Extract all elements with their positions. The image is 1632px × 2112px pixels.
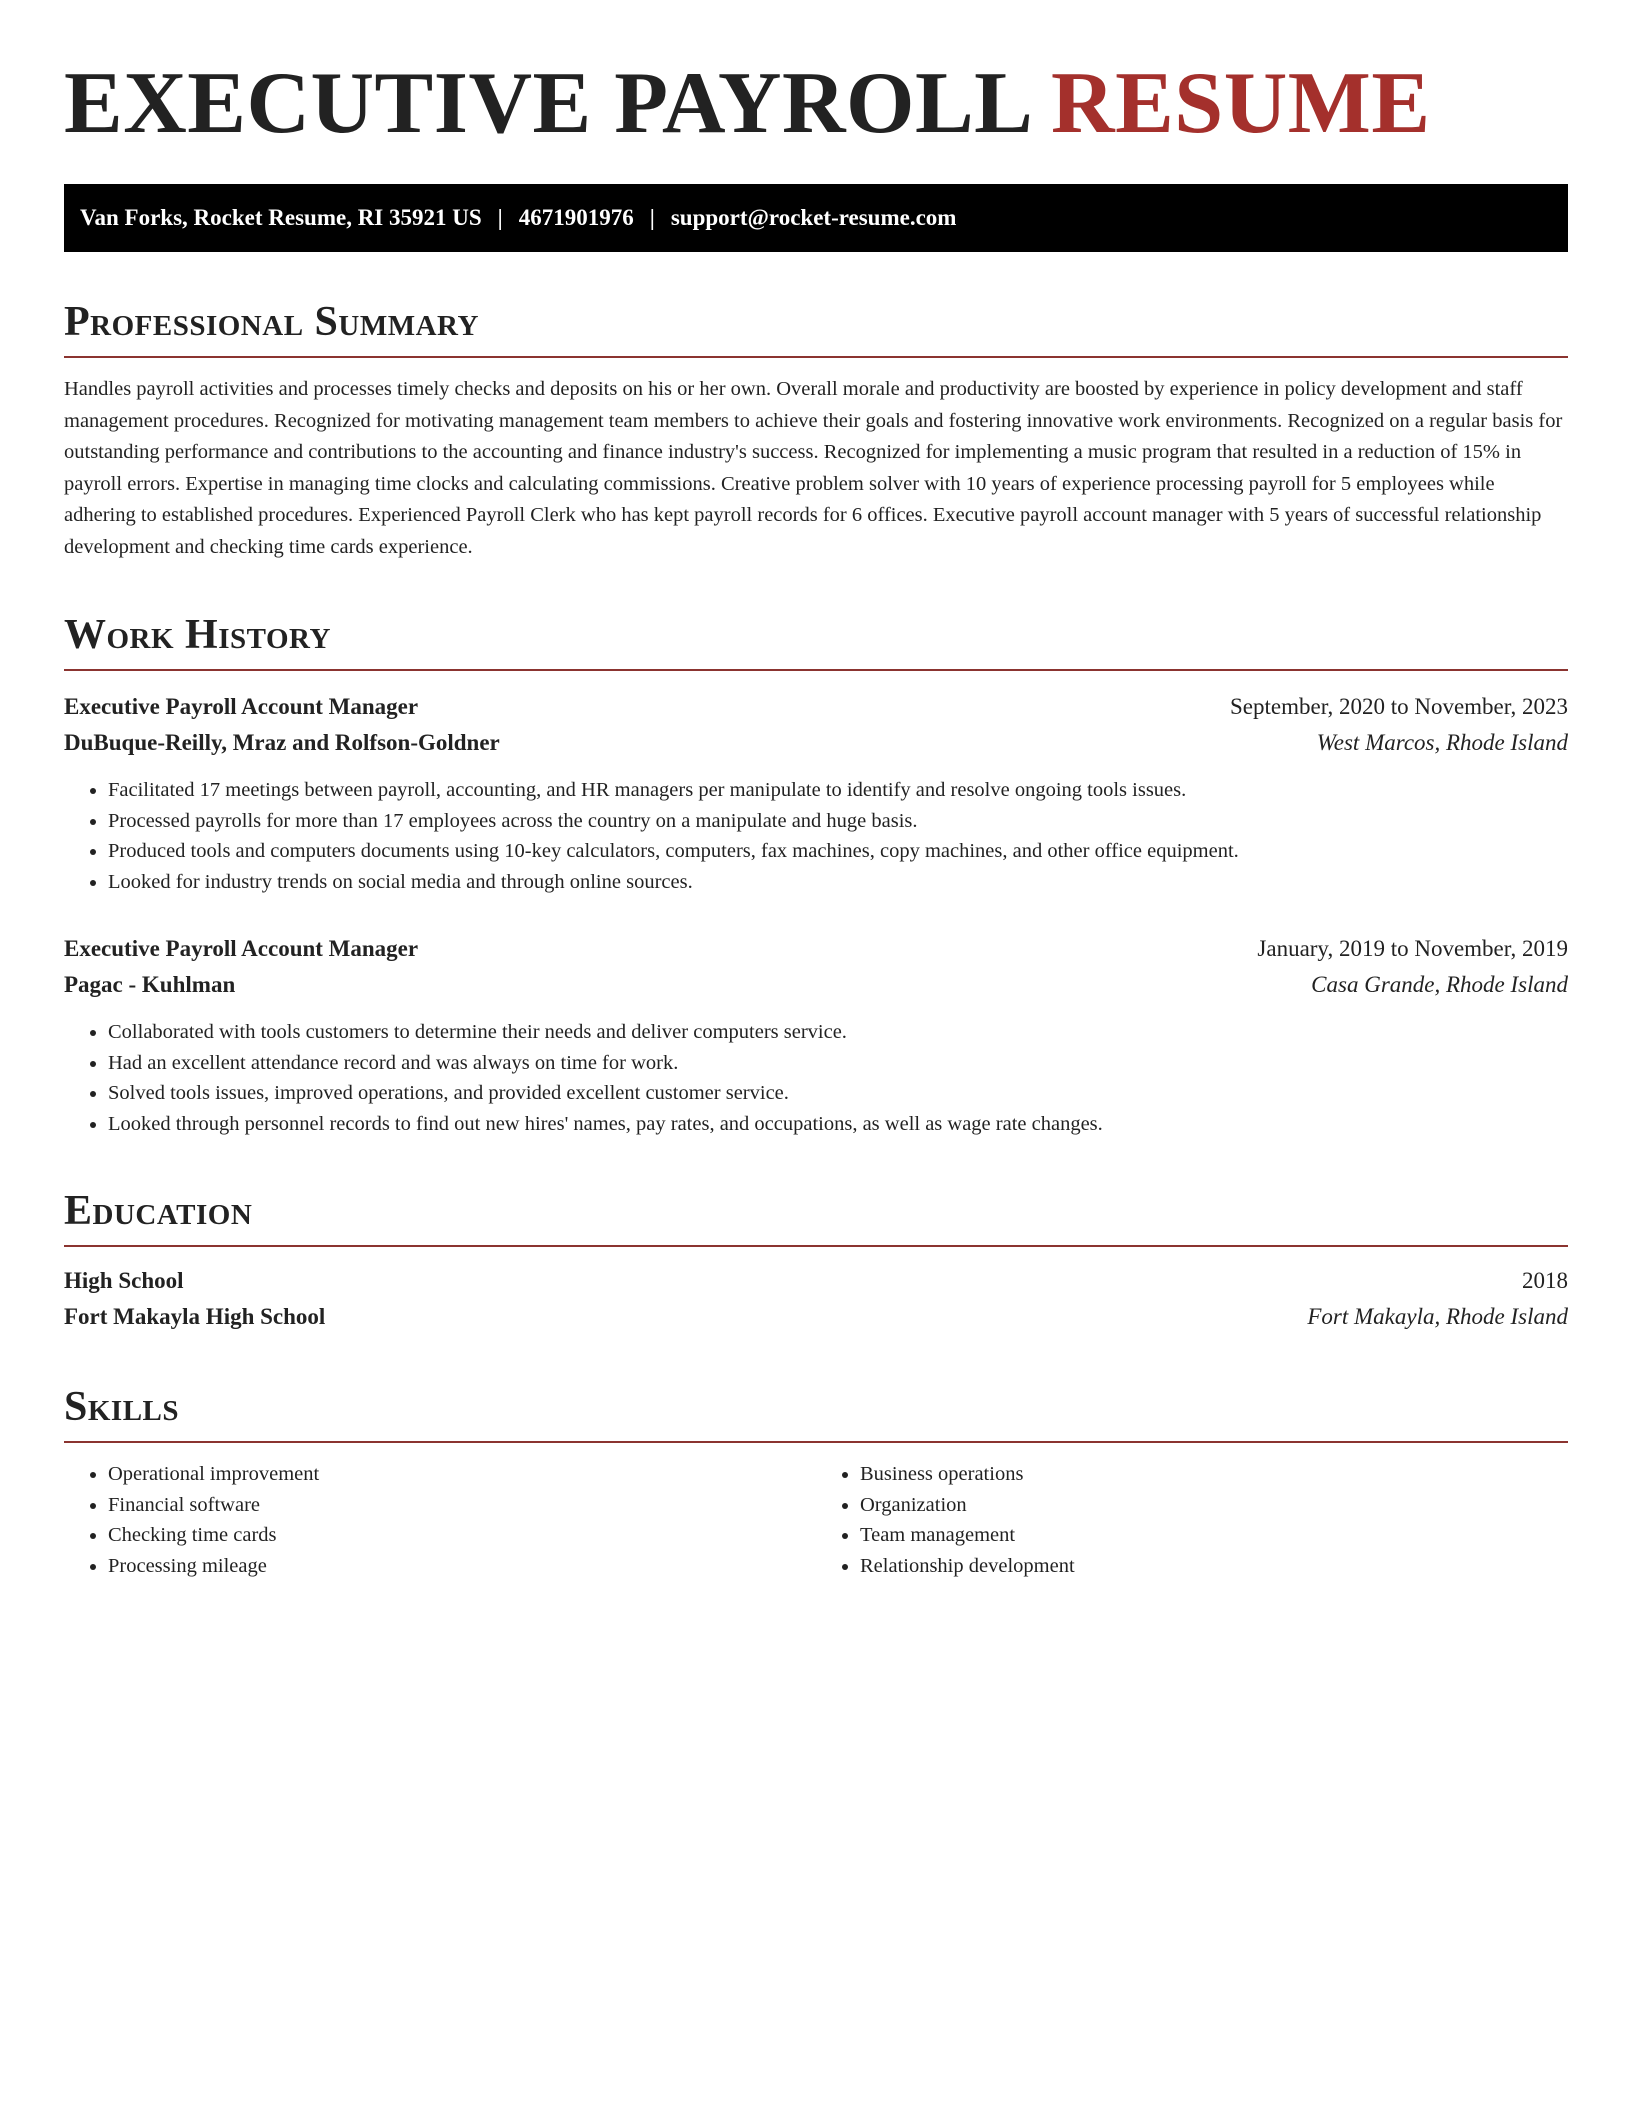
contact-separator: | <box>649 205 655 230</box>
list-item: • Checking time cards <box>108 1520 816 1551</box>
skills-column-left <box>64 1459 816 1581</box>
job-title: Executive Payroll Account Manager <box>64 936 419 961</box>
section-heading-work-history: Work History <box>64 609 1568 671</box>
list-item: • Collaborated with tools customers to determine their needs and deliver computers service. <box>108 1017 1568 1048</box>
list-item: • Financial software <box>108 1490 816 1521</box>
summary-text: Handles payroll activities and processes timely checks and deposits on his or her own. Overall morale and productivity are boosted by experience in policy development and staff management procedures. Recognized for motivating management team members to achieve their goals and fostering innovative work environments. Recognized on a regular basis for outstanding performance and contributions to the accounting and finance industry's success. Recognized for implementing a music program that resulted in a reduction of 15% in payroll errors. Expertise in managing time clocks and calculating commissions. Creative problem solver with 10 years of experience processing payroll for 5 employees while adhering to established procedures. Experienced Payroll Clerk who has kept payroll records for 6 offices. Executive payroll account manager with 5 years of successful relationship development and checking time cards experience. <box>64 378 1563 558</box>
section-heading-skills: Skills <box>64 1381 1568 1443</box>
list-item: • Processing mileage <box>108 1551 816 1582</box>
job-bullets <box>64 775 1568 897</box>
contact-email: support@rocket-resume.com <box>670 205 957 230</box>
contact-bar <box>64 184 1568 252</box>
job-dates: January, 2019 to November, 2019 <box>1257 936 1568 961</box>
contact-separator: | <box>497 205 503 230</box>
skills-list <box>64 1459 1568 1581</box>
skills-column-right <box>816 1459 1568 1581</box>
list-item: • Had an excellent attendance record and was always on time for work. <box>108 1048 1568 1079</box>
education-location: Fort Makayla, Rhode Island <box>1307 1304 1568 1329</box>
job-company: DuBuque-Reilly, Mraz and Rolfson-Goldner <box>64 730 500 755</box>
list-item: • Team management <box>860 1520 1568 1551</box>
job-entry <box>64 689 1568 897</box>
job-location: Casa Grande, Rhode Island <box>1311 972 1568 997</box>
education-degree: High School <box>64 1268 184 1293</box>
job-company: Pagac - Kuhlman <box>64 972 236 997</box>
job-entry <box>64 931 1568 1139</box>
list-item: • Looked through personnel records to find out new hires' names, pay rates, and occupations, as well as wage rate changes. <box>108 1109 1568 1140</box>
job-bullets <box>64 1017 1568 1139</box>
job-location: West Marcos, Rhode Island <box>1316 730 1568 755</box>
list-item: • Business operations <box>860 1459 1568 1490</box>
list-item: • Relationship development <box>860 1551 1568 1582</box>
list-item: • Operational improvement <box>108 1459 816 1490</box>
list-item: • Facilitated 17 meetings between payroll, accounting, and HR managers per manipulate to identify and resolve ongoing tools issues. <box>108 775 1568 806</box>
contact-address: Van Forks, Rocket Resume, RI 35921 US <box>80 205 482 230</box>
list-item: • Processed payrolls for more than 17 employees across the country on a manipulate and huge basis. <box>108 806 1568 837</box>
list-item: • Looked for industry trends on social media and through online sources. <box>108 867 1568 898</box>
list-item: • Organization <box>860 1490 1568 1521</box>
list-item: • Solved tools issues, improved operations, and provided excellent customer service. <box>108 1078 1568 1109</box>
title-main: EXECUTIVE PAYROLL <box>64 55 1029 152</box>
list-item: • Produced tools and computers documents using 10-key calculators, computers, fax machines, copy machines, and other office equipment. <box>108 836 1568 867</box>
title-accent: RESUME <box>1051 55 1431 152</box>
education-year: 2018 <box>1522 1268 1568 1293</box>
section-heading-summary: Professional Summary <box>64 296 1568 358</box>
job-dates: September, 2020 to November, 2023 <box>1230 694 1568 719</box>
section-heading-education: Education <box>64 1185 1568 1247</box>
contact-phone: 4671901976 <box>518 205 634 230</box>
education-school: Fort Makayla High School <box>64 1304 326 1329</box>
page-title <box>64 50 1568 158</box>
job-title: Executive Payroll Account Manager <box>64 694 419 719</box>
education-entry <box>64 1263 1568 1335</box>
